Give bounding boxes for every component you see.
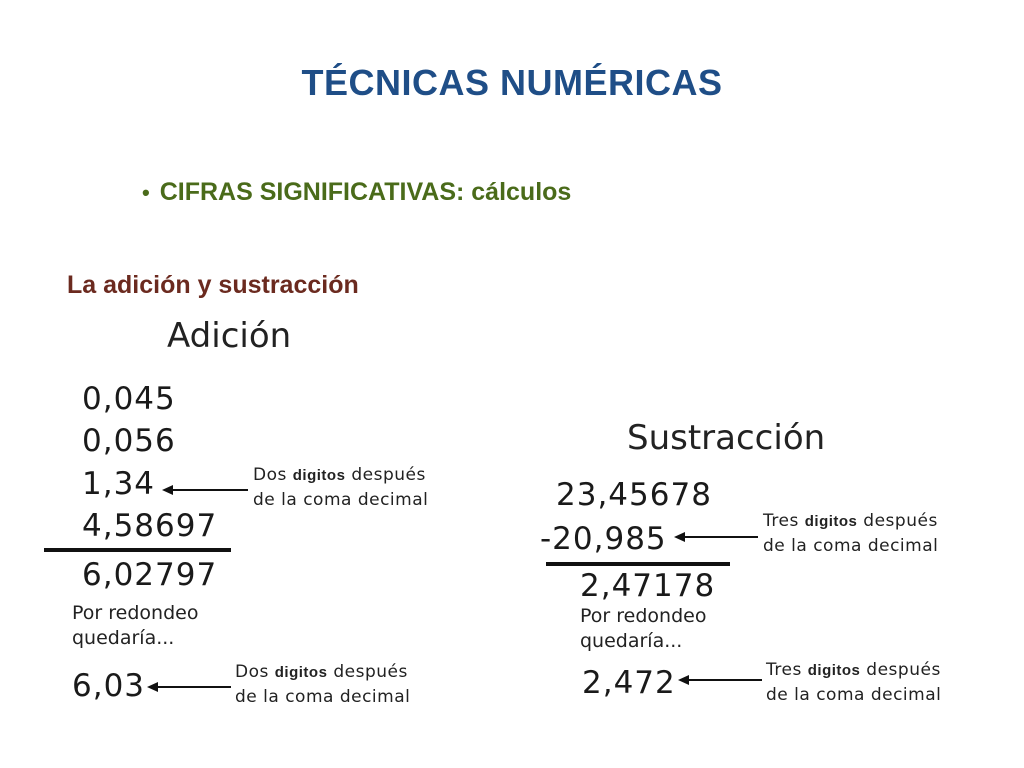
subtraction-note-top: [763, 509, 938, 558]
addition-note-bottom: [235, 660, 410, 709]
addition-result: 6,02797: [82, 557, 218, 593]
subtraction-rule: [546, 562, 730, 566]
subtraction-subtrahend: -20,985: [540, 521, 667, 557]
addition-operand-1: 0,045: [82, 381, 176, 417]
subtraction-rounding-label: [580, 604, 706, 654]
subtraction-result: 2,47178: [580, 568, 716, 604]
bullet-text: CIFRAS SIGNIFICATIVAS: cálculos: [159, 178, 572, 206]
subtraction-note-top-line1: Tres digitos después: [763, 511, 938, 531]
slide-title: TÉCNICAS NUMÉRICAS: [301, 62, 723, 103]
subtraction-note-top-line2: de la coma decimal: [763, 536, 939, 556]
addition-sum-rule: [44, 548, 231, 552]
addition-note-top: [253, 463, 428, 512]
subtraction-heading: Sustracción: [627, 418, 826, 458]
addition-note-top-line1: Dos digitos después: [253, 465, 426, 485]
subtraction-minuend: 23,45678: [556, 477, 712, 513]
addition-note-bottom-line2: de la coma decimal: [235, 687, 411, 707]
addition-rounding-line2: quedaría...: [72, 627, 175, 649]
subtraction-note-bottom: [766, 658, 941, 707]
subtraction-rounding-line1: Por redondeo: [580, 605, 707, 627]
addition-rounding-line1: Por redondeo: [72, 602, 199, 624]
addition-operand-2: 0,056: [82, 423, 176, 459]
subtraction-rounding-line2: quedaría...: [580, 630, 683, 652]
addition-note-bottom-line1: Dos digitos después: [235, 662, 408, 682]
arrow-left-icon: [160, 480, 250, 500]
addition-rounded-result: 6,03: [72, 668, 146, 704]
bullet-point: [142, 178, 571, 207]
addition-heading: Adición: [167, 316, 292, 356]
bullet-dot-icon: •: [142, 180, 150, 205]
subtraction-note-bottom-line1: Tres digitos después: [766, 660, 941, 680]
addition-note-top-line2: de la coma decimal: [253, 490, 429, 510]
addition-operand-4: 4,58697: [82, 508, 218, 544]
subtraction-note-bottom-line2: de la coma decimal: [766, 685, 942, 705]
section-subheading: La adición y sustracción: [67, 271, 359, 299]
arrow-left-icon: [145, 677, 233, 697]
addition-rounding-label: [72, 601, 198, 651]
subtraction-rounded-result: 2,472: [582, 665, 676, 701]
arrow-left-icon: [676, 670, 764, 690]
arrow-left-icon: [672, 527, 760, 547]
addition-operand-3: 1,34: [82, 466, 156, 502]
